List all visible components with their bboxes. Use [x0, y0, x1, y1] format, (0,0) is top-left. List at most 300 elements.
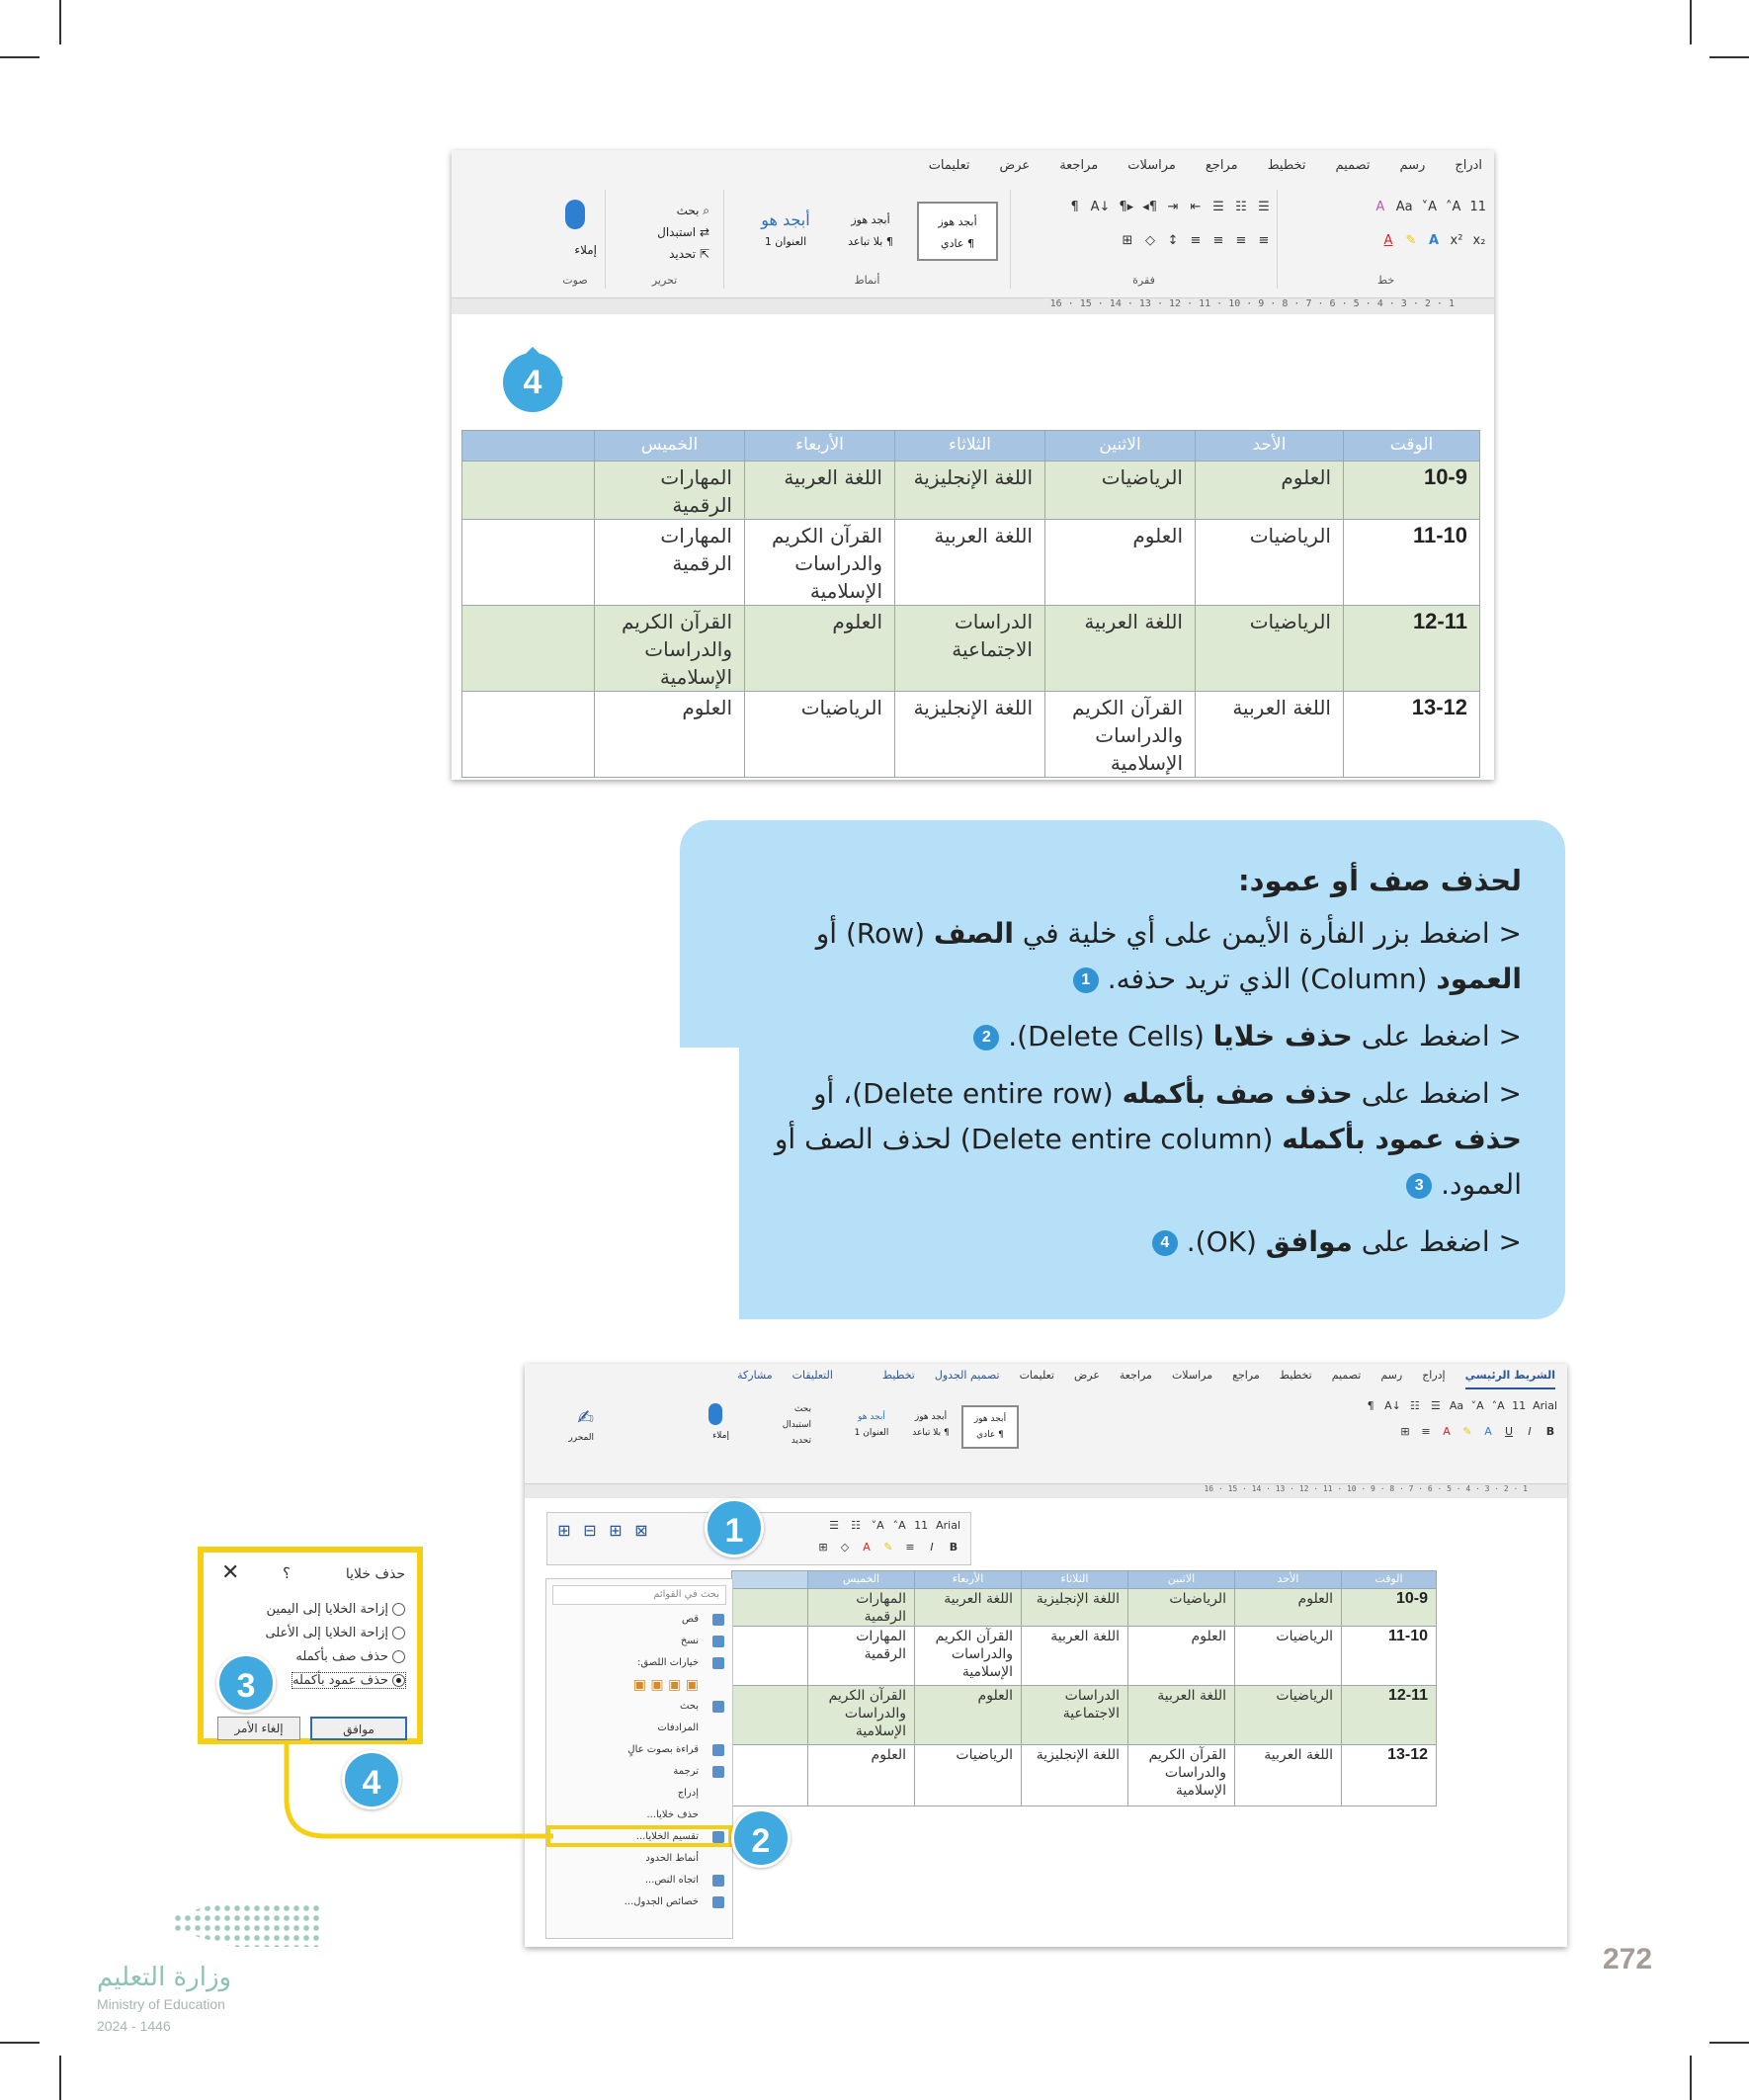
table-cell[interactable]: الرياضيات	[745, 692, 895, 778]
borders-icon[interactable]: ⊞	[1400, 1425, 1410, 1438]
ruler[interactable]: 16 · 15 · 14 · 13 · 12 · 11 · 10 · 9 · 8 · 7 · 6 · 5 · 4 · 3 · 2 · 1	[452, 298, 1494, 314]
shrink-font-icon[interactable]: A˅	[871, 1519, 884, 1532]
table-cell[interactable]: الرياضيات	[915, 1745, 1022, 1806]
menu-item-label: إدراج	[677, 1788, 699, 1799]
header-empty-column[interactable]	[732, 1571, 808, 1589]
table-cell[interactable]: القرآن الكريم والدراسات الإسلامية	[1128, 1745, 1235, 1806]
align-icon[interactable]: ≡	[1421, 1425, 1431, 1438]
cut-icon	[712, 1614, 724, 1626]
numbering-icon[interactable]: ☷	[1409, 1399, 1420, 1412]
pilcrow-icon[interactable]: ¶	[1070, 200, 1079, 214]
replace-label: استبدال	[657, 225, 697, 239]
align-right-icon[interactable]: ≡	[1258, 233, 1270, 248]
menu-item-cut[interactable]	[546, 1609, 732, 1631]
table-row	[732, 1627, 1437, 1686]
menu-item-read-aloud[interactable]	[546, 1739, 732, 1761]
tab-draw[interactable]: رسم	[1380, 1369, 1403, 1382]
tab-draw[interactable]: رسم	[1399, 158, 1426, 173]
table-cell[interactable]: اللغة العربية	[745, 462, 895, 520]
table-cell[interactable]: الرياضيات	[1128, 1589, 1235, 1627]
borders-icon[interactable]: ⊞	[1122, 233, 1133, 248]
bold-icon[interactable]: B	[1545, 1425, 1555, 1438]
table-cell[interactable]: اللغة الإنجليزية	[895, 692, 1045, 778]
header-monday[interactable]: الاثنين	[1045, 431, 1196, 462]
table-cell[interactable]: القرآن الكريم والدراسات الإسلامية	[745, 520, 895, 606]
instruction-step-4: < اضغط على موافق (OK). 4	[771, 1219, 1522, 1265]
font-color-icon[interactable]: A	[1383, 233, 1393, 248]
time-cell[interactable]: 12-11	[1344, 606, 1480, 692]
font-size-box[interactable]: 11	[1512, 1399, 1527, 1412]
menu-item-copy[interactable]	[546, 1631, 732, 1652]
menu-item-paste-options[interactable]	[546, 1652, 732, 1674]
style-normal[interactable]	[961, 1405, 1019, 1449]
increase-indent-icon[interactable]: ⇥	[1167, 200, 1179, 214]
instruction-heading: لحذف صف أو عمود:	[1238, 864, 1522, 897]
table-cell[interactable]: الدراسات الاجتماعية	[895, 606, 1045, 692]
table-row	[732, 1686, 1437, 1745]
table-row	[462, 462, 1480, 520]
text-direction-icon	[712, 1875, 724, 1887]
menu-item-border-styles[interactable]	[546, 1848, 732, 1870]
multilevel-icon[interactable]: ☰	[1212, 200, 1224, 214]
step-bold: حذف خلايا	[1212, 1020, 1353, 1052]
cancel-button[interactable]: إلغاء الأمر	[217, 1717, 300, 1740]
align-center-icon[interactable]: ≡	[1235, 233, 1247, 248]
table-cell[interactable]: اللغة العربية	[915, 1589, 1022, 1627]
pilcrow-icon[interactable]: ¶	[1367, 1399, 1374, 1412]
academic-year: 2024 - 1446	[97, 2018, 171, 2034]
replace-button[interactable]	[657, 221, 709, 243]
badge-4-bottom: 4	[342, 1750, 401, 1809]
style-name: العنوان 1	[854, 1428, 889, 1438]
table-cell[interactable]: اللغة الإنجليزية	[895, 462, 1045, 520]
numbering-icon[interactable]: ☷	[851, 1519, 862, 1532]
table-properties-icon	[712, 1896, 724, 1908]
step-bold: العمود	[1436, 963, 1522, 995]
badge-1: 1	[705, 1498, 764, 1557]
style-no-spacing[interactable]	[830, 202, 911, 261]
empty-cell[interactable]	[462, 606, 595, 692]
ribbon	[525, 1389, 1567, 1484]
ltr-icon[interactable]: ▸¶	[1119, 200, 1134, 214]
time-cell[interactable]: 11-10	[1342, 1627, 1437, 1686]
ribbon	[452, 186, 1494, 298]
sort-icon[interactable]: ↓A	[1384, 1399, 1401, 1412]
header-tuesday[interactable]: الثلاثاء	[1022, 1571, 1128, 1589]
tab-view[interactable]: عرض	[1073, 1369, 1100, 1382]
style-sample: أبجد هوز	[973, 1414, 1007, 1424]
step-number-badge: 3	[1406, 1173, 1432, 1199]
tab-references[interactable]: مراجع	[1232, 1369, 1260, 1382]
badge-2: 2	[731, 1808, 791, 1868]
step-number-badge: 4	[1152, 1230, 1178, 1256]
tab-insert[interactable]: ادراج	[1455, 158, 1482, 173]
find-label: بحث	[676, 204, 700, 217]
numbering-icon[interactable]: ☷	[1235, 200, 1247, 214]
ministry-name-arabic: وزارة التعليم	[97, 1963, 232, 1992]
editing-group	[783, 1401, 811, 1449]
instruction-step-1: < اضغط بزر الفأرة الأيمن على أي خلية في الصف (Row) أو العمود (Column) الذي تريد حذفه. 1	[815, 917, 1522, 995]
badge-3: 3	[216, 1653, 276, 1713]
empty-cell[interactable]	[732, 1589, 808, 1627]
option-label: إزاحة الخلايا إلى اليمين	[266, 1602, 388, 1617]
style-heading1[interactable]	[745, 202, 826, 261]
translate-icon	[712, 1766, 724, 1778]
menu-item-label: تقسيم الخلايا...	[635, 1831, 699, 1842]
rtl-icon[interactable]: ¶◂	[1142, 200, 1157, 214]
tab-references[interactable]: مراجع	[1205, 158, 1238, 173]
header-thursday[interactable]: الخميس	[595, 431, 745, 462]
option-shift-up[interactable]	[265, 1626, 405, 1640]
crop-mark	[59, 2056, 61, 2100]
header-time[interactable]: الوقت	[1342, 1571, 1437, 1589]
style-name: ¶ بلا تباعد	[848, 235, 893, 248]
font-group	[1277, 190, 1494, 289]
sort-icon[interactable]: ↓A	[1090, 200, 1111, 214]
copy-icon	[712, 1636, 724, 1647]
empty-cell[interactable]	[462, 692, 595, 778]
table-cell[interactable]: الرياضيات	[1196, 520, 1344, 606]
step-number-badge: 1	[1073, 967, 1099, 993]
empty-cell[interactable]	[462, 520, 595, 606]
table-cell[interactable]: الرياضيات	[1235, 1686, 1342, 1745]
font-group-label: خط	[1376, 274, 1395, 287]
table-cell[interactable]: الرياضيات	[1196, 606, 1344, 692]
time-cell[interactable]: 13-12	[1342, 1745, 1437, 1806]
menu-item-translate[interactable]	[546, 1761, 732, 1783]
header-tuesday[interactable]: الثلاثاء	[895, 431, 1045, 462]
replace-icon: ⇄	[699, 225, 709, 239]
subscript-icon[interactable]: x₂	[1472, 233, 1486, 248]
menu-item-label: المرادفات	[657, 1722, 699, 1733]
table-cell[interactable]: الرياضيات	[1045, 462, 1196, 520]
insert-below-icon[interactable]: ⊞	[557, 1521, 571, 1540]
style-name: ¶ عادي	[941, 237, 974, 250]
menu-item-label: قص	[681, 1614, 699, 1625]
delete-cells-highlight	[546, 1825, 732, 1847]
align-left-icon[interactable]: ≡	[1212, 233, 1224, 248]
menu-item-text-direction[interactable]	[546, 1870, 732, 1891]
empty-cell[interactable]	[732, 1686, 808, 1745]
style-normal[interactable]	[917, 202, 998, 261]
superscript-icon[interactable]: x²	[1450, 233, 1463, 248]
menu-item-label: حذف خلايا...	[646, 1809, 699, 1820]
header-monday[interactable]: الاثنين	[1128, 1571, 1235, 1589]
step-text: (OK).	[1186, 1225, 1266, 1258]
radio-button[interactable]	[392, 1650, 405, 1663]
menu-item-label: اتجاه النص...	[644, 1875, 699, 1886]
table-cell[interactable]: العلوم	[745, 606, 895, 692]
tab-design[interactable]: تصميم	[1335, 158, 1371, 173]
header-thursday[interactable]: الخميس	[808, 1571, 915, 1589]
menu-item-synonyms[interactable]	[546, 1718, 732, 1739]
crop-mark	[1690, 2056, 1692, 2100]
step-text: اضغط على	[1352, 1225, 1490, 1258]
change-case-icon[interactable]: Aa	[1449, 1399, 1464, 1412]
option-delete-row[interactable]	[295, 1649, 405, 1664]
tab-home[interactable]: الشريط الرئيسي	[1465, 1369, 1555, 1389]
underline-icon[interactable]: U	[1504, 1425, 1514, 1438]
ruler[interactable]: 16 · 15 · 14 · 13 · 12 · 11 · 10 · 9 · 8 · 7 · 6 · 5 · 4 · 3 · 2 · 1	[525, 1484, 1567, 1498]
menu-item-insert[interactable]	[546, 1783, 732, 1805]
crop-mark	[0, 56, 40, 58]
tab-review[interactable]: مراجعة	[1059, 158, 1099, 173]
align-icon[interactable]: ≡	[905, 1541, 915, 1554]
font-name-box[interactable]: Arial	[1533, 1399, 1557, 1412]
table-cell[interactable]: المهارات الرقمية	[808, 1589, 915, 1627]
table-cell[interactable]: اللغة العربية	[895, 520, 1045, 606]
find-icon: ⌕	[703, 204, 709, 217]
empty-cell[interactable]	[732, 1627, 808, 1686]
ministry-name-english: Ministry of Education	[97, 1996, 225, 2012]
step-text: اضغط على	[1352, 1077, 1490, 1110]
ministry-logo-icon	[173, 1903, 321, 1947]
style-sample: أبجد هوز	[851, 213, 890, 226]
paste-options-row: ▣ ▣ ▣ ▣	[632, 1677, 699, 1693]
table-row	[462, 520, 1480, 606]
table-cell[interactable]: القرآن الكريم والدراسات الإسلامية	[808, 1686, 915, 1745]
tab-review[interactable]: مراجعة	[1119, 1369, 1152, 1382]
table-cell[interactable]: اللغة العربية	[1128, 1686, 1235, 1745]
table-cell[interactable]: العلوم	[595, 692, 745, 778]
step-bold: حذف عمود بأكمله	[1282, 1123, 1522, 1155]
tab-design[interactable]: تصميم	[1331, 1369, 1362, 1382]
dialog-title: حذف خلايا	[345, 1566, 405, 1582]
decrease-indent-icon[interactable]: ⇤	[1190, 200, 1202, 214]
font-color-icon[interactable]: A	[1443, 1425, 1451, 1438]
option-shift-right[interactable]	[267, 1602, 405, 1617]
voice-group-label: صوت	[562, 274, 588, 287]
connector-line	[267, 1739, 563, 1848]
read-aloud-icon	[712, 1744, 724, 1756]
tab-insert[interactable]: إدراج	[1422, 1369, 1446, 1382]
style-name: العنوان 1	[764, 235, 807, 248]
insert-above-icon[interactable]: ⊟	[583, 1521, 597, 1540]
bold-icon[interactable]: B	[949, 1541, 958, 1554]
close-icon[interactable]: ✕	[221, 1560, 240, 1585]
option-delete-column[interactable]	[292, 1673, 405, 1688]
menu-item-table-properties[interactable]	[546, 1891, 732, 1913]
shading-icon[interactable]: ◇	[1145, 233, 1155, 248]
insert-left-icon[interactable]: ⊞	[609, 1521, 623, 1540]
editor-label: المحرر	[568, 1433, 594, 1443]
style-sample: أبجد هو	[858, 1412, 885, 1422]
editor-icon[interactable]: ✍	[577, 1405, 594, 1429]
style-sample: أبجد هوز	[914, 1412, 948, 1422]
paragraph-group	[1010, 190, 1277, 289]
shrink-font-icon[interactable]: A˅	[1421, 200, 1438, 214]
highlight-icon[interactable]: ✎	[883, 1541, 893, 1554]
styles-group	[723, 190, 1010, 289]
tab-view[interactable]: عرض	[999, 158, 1031, 173]
table-cell[interactable]: العلوم	[1196, 462, 1344, 520]
font-size-box[interactable]: 11	[1469, 200, 1486, 214]
find-button[interactable]: بحث	[793, 1404, 811, 1414]
paste-icon	[712, 1657, 724, 1669]
header-empty-column[interactable]	[462, 431, 595, 462]
table-cell[interactable]: القرآن الكريم والدراسات الإسلامية	[915, 1627, 1022, 1686]
grow-font-icon[interactable]: A˄	[892, 1519, 906, 1532]
dictate-label: إملاء	[574, 243, 597, 257]
table-cell[interactable]: اللغة الإنجليزية	[1022, 1745, 1128, 1806]
menu-item-label: نسخ	[680, 1636, 699, 1646]
step-number-badge: 2	[973, 1025, 999, 1050]
style-heading1[interactable]	[843, 1405, 900, 1449]
style-no-spacing[interactable]	[902, 1405, 959, 1449]
shading-icon[interactable]: ◇	[840, 1541, 850, 1554]
table-cell[interactable]: اللغة العربية	[1022, 1627, 1128, 1686]
bullets-icon[interactable]: ☰	[1430, 1399, 1441, 1412]
crop-mark	[1709, 2042, 1749, 2044]
comments-button[interactable]: التعليقات	[791, 1369, 833, 1382]
table-cell[interactable]: اللغة الإنجليزية	[1022, 1589, 1128, 1627]
help-icon[interactable]: ؟	[283, 1564, 291, 1582]
table-cell[interactable]: العلوم	[1235, 1589, 1342, 1627]
page-number: 272	[1603, 1943, 1653, 1975]
change-case-icon[interactable]: Aa	[1395, 200, 1413, 214]
find-button[interactable]	[657, 200, 709, 221]
replace-button[interactable]: استبدال	[782, 1420, 811, 1430]
empty-cell[interactable]	[732, 1745, 808, 1806]
style-name: ¶ عادي	[976, 1430, 1004, 1440]
highlight-icon[interactable]: ✎	[1405, 233, 1417, 248]
font-color-icon[interactable]: A	[863, 1541, 871, 1554]
ribbon-tabs	[452, 150, 1494, 186]
instruction-step-3: < اضغط على حذف صف بأكمله (Delete entire row)، أو حذف عمود بأكمله (Delete entire column) لحذف الصف أو العمود. 3	[774, 1077, 1522, 1201]
instruction-step-2: < اضغط على حذف خلايا (Delete Cells). 2	[771, 1014, 1522, 1059]
ok-button[interactable]: موافق	[310, 1717, 407, 1740]
borders-icon[interactable]: ⊞	[818, 1541, 828, 1554]
bullets-icon[interactable]: ☰	[1258, 200, 1270, 214]
share-button[interactable]: مشاركة	[737, 1369, 773, 1382]
menu-item-delete-cells[interactable]	[546, 1805, 732, 1826]
bullets-icon[interactable]: ☰	[829, 1519, 840, 1532]
table-cell[interactable]: المهارات الرقمية	[595, 462, 745, 520]
italic-icon[interactable]: I	[1528, 1425, 1532, 1438]
crop-mark	[1690, 0, 1692, 44]
voice-group	[545, 190, 605, 289]
italic-icon[interactable]: I	[930, 1541, 934, 1554]
style-sample: أبجد هوز	[938, 215, 977, 228]
table-cell[interactable]: العلوم	[1045, 520, 1196, 606]
badge-4-top: 4	[503, 353, 562, 412]
table-cell[interactable]: المهارات الرقمية	[808, 1627, 915, 1686]
tab-layout[interactable]: تخطيط	[1267, 158, 1306, 173]
style-name: ¶ بلا تباعد	[912, 1428, 950, 1438]
radio-button[interactable]	[392, 1603, 405, 1616]
microphone-icon[interactable]	[565, 200, 585, 229]
select-button[interactable]	[657, 243, 709, 265]
table-cell[interactable]: اللغة العربية	[1196, 692, 1344, 778]
step-text: (Delete Cells).	[1008, 1020, 1213, 1052]
radio-button[interactable]	[392, 1627, 405, 1639]
crop-mark	[0, 2042, 40, 2044]
time-cell[interactable]: 13-12	[1344, 692, 1480, 778]
empty-cell[interactable]	[462, 462, 595, 520]
radio-button-selected[interactable]	[392, 1674, 405, 1687]
tab-mailings[interactable]: مراسلات	[1171, 1369, 1213, 1382]
select-button[interactable]: تحديد	[791, 1436, 811, 1446]
table-cell[interactable]: العلوم	[808, 1745, 915, 1806]
table-cell[interactable]: اللغة العربية	[1235, 1745, 1342, 1806]
table-row	[732, 1745, 1437, 1806]
header-wednesday[interactable]: الأربعاء	[915, 1571, 1022, 1589]
menu-item-search[interactable]	[546, 1696, 732, 1718]
table-cell[interactable]: القرآن الكريم والدراسات الإسلامية	[1045, 692, 1196, 778]
time-cell[interactable]: 11-10	[1344, 520, 1480, 606]
grow-font-icon[interactable]: A˄	[1491, 1399, 1505, 1412]
shrink-font-icon[interactable]: A˅	[1470, 1399, 1484, 1412]
table-cell[interactable]: العلوم	[915, 1686, 1022, 1745]
header-sunday[interactable]: الأحد	[1235, 1571, 1342, 1589]
justify-icon[interactable]: ≡	[1190, 233, 1202, 248]
time-cell[interactable]: 12-11	[1342, 1686, 1437, 1745]
table-row	[462, 606, 1480, 692]
schedule-table-top	[461, 430, 1480, 778]
step-bold: موافق	[1265, 1225, 1353, 1258]
table-cell[interactable]: الرياضيات	[1235, 1627, 1342, 1686]
font-name-box[interactable]: Arial	[936, 1519, 960, 1532]
table-cell[interactable]: المهارات الرقمية	[595, 520, 745, 606]
table-row	[462, 692, 1480, 778]
instruction-box-notch	[680, 1048, 739, 1319]
time-cell[interactable]: 10-9	[1342, 1589, 1437, 1627]
context-menu	[545, 1578, 733, 1939]
delete-table-icon[interactable]: ⊠	[634, 1521, 648, 1540]
table-cell[interactable]: الدراسات الاجتماعية	[1022, 1686, 1128, 1745]
tab-mailings[interactable]: مراسلات	[1127, 158, 1176, 173]
paragraph-group-label: فقرة	[1132, 274, 1155, 287]
font-size-box[interactable]: 11	[914, 1519, 929, 1532]
step-bold: حذف صف بأكمله	[1122, 1077, 1353, 1110]
grow-font-icon[interactable]: A˄	[1446, 200, 1461, 214]
step-bold: الصف	[933, 917, 1014, 950]
line-spacing-icon[interactable]: ↕	[1167, 233, 1179, 248]
table-cell[interactable]: اللغة العربية	[1045, 606, 1196, 692]
editing-group	[605, 190, 723, 289]
header-sunday[interactable]: الأحد	[1196, 431, 1344, 462]
styles-group-label: أنماط	[854, 274, 880, 287]
text-effects-icon[interactable]: A	[1484, 1425, 1492, 1438]
highlight-icon[interactable]: ✎	[1462, 1425, 1472, 1438]
dictate-label: إملاء	[712, 1431, 729, 1441]
time-cell[interactable]: 10-9	[1344, 462, 1480, 520]
tab-help[interactable]: تعليمات	[928, 158, 970, 173]
menu-item-label: خيارات اللصق:	[637, 1657, 699, 1668]
select-icon: ⇱	[699, 247, 709, 261]
tab-layout[interactable]: تخطيط	[1279, 1369, 1312, 1382]
menu-item-label: أنماط الحدود	[645, 1853, 699, 1864]
step-text: اضغط بزر الفأرة الأيمن على أي خلية في	[1014, 917, 1490, 950]
header-time[interactable]: الوقت	[1344, 431, 1480, 462]
style-sample: أبجد هو	[761, 210, 810, 229]
header-wednesday[interactable]: الأربعاء	[745, 431, 895, 462]
option-label: حذف صف بأكمله	[295, 1649, 388, 1664]
table-cell[interactable]: القرآن الكريم والدراسات الإسلامية	[595, 606, 745, 692]
tab-help[interactable]: تعليمات	[1019, 1369, 1054, 1382]
menu-search-input[interactable]: بحث في القوائم	[552, 1585, 726, 1605]
clear-format-icon[interactable]: A	[1375, 200, 1385, 214]
table-cell[interactable]: العلوم	[1128, 1627, 1235, 1686]
step-text: (Row) أو	[815, 917, 934, 950]
microphone-icon[interactable]	[708, 1403, 722, 1425]
menu-item-label: ترجمة	[673, 1766, 699, 1777]
tab-table-layout[interactable]: تخطيط	[881, 1369, 915, 1382]
text-effects-icon[interactable]: A	[1428, 233, 1440, 248]
step-text: اضغط على	[1352, 1020, 1490, 1052]
delete-cells-dialog	[198, 1547, 423, 1744]
tab-table-design[interactable]: تصميم الجدول	[934, 1369, 1000, 1382]
